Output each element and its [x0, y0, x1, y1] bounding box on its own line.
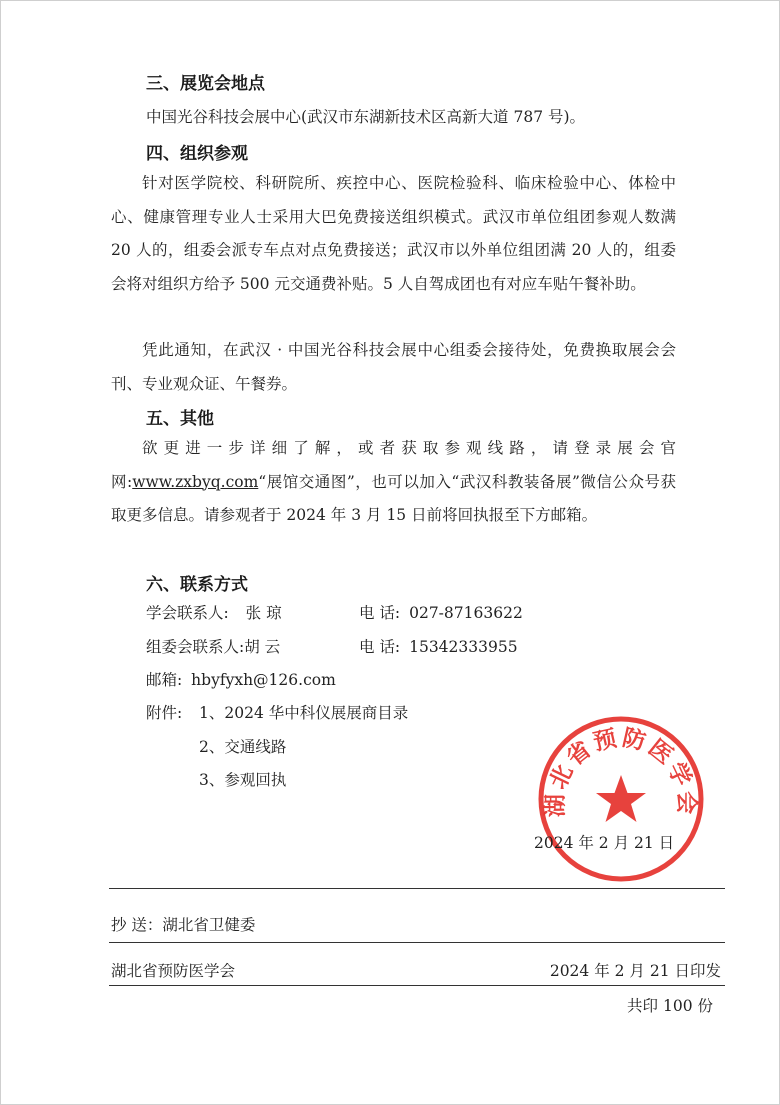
section-5-paragraph — [111, 432, 676, 533]
divider-top — [109, 888, 725, 889]
issuer-name: 湖北省预防医学会 — [111, 962, 236, 980]
attachments-label: 附件: — [146, 704, 183, 722]
attachment-item-3: 3、参观回执 — [199, 771, 287, 789]
section-5-text-b: “展馆交通图”，也可以加入“武汉科教装备展”微信公众号获取更多信息。请参观者于 2024 年 3 月 15 日前将回执报至下方邮箱。 — [111, 472, 676, 524]
section-6-heading: 六、联系方式 — [146, 575, 248, 595]
section-5-text-a: 欲更进一步详细了解，或者获取参观线路，请登录展会官网: — [111, 439, 676, 491]
contact-1-name: 张 琼 — [245, 604, 282, 622]
section-4-paragraph-1: 针对医学院校、科研院所、疾控中心、医院检验科、临床检验中心、体检中心、健康管理专业人士采用大巴免费接送组织模式。武汉市单位组团参观人数满 20 人的，组委会派专车点对点免费接送；武汉市以外单位组团满 20 人的，组委会将对组织方给予 500 元交通费补贴。5 人自驾成团也有对应车贴午餐补助。 — [111, 174, 676, 293]
section-5-heading: 五、其他 — [146, 409, 214, 429]
section-4-paragraph-2: 凭此通知，在武汉 · 中国光谷科技会展中心组委会接待处，免费换取展会会刊、专业观众证、午餐券。 — [111, 341, 676, 393]
contact-row-2 — [146, 635, 280, 657]
contact-2-label: 组委会联系人: — [146, 638, 245, 656]
contact-2-name: 胡 云 — [244, 638, 281, 656]
contact-row-1 — [146, 601, 282, 623]
cc-line: 抄 送：湖北省卫健委 — [111, 916, 256, 934]
contact-2-phone: 15342333955 — [409, 638, 518, 656]
seal-text: 湖北省预防医学会 — [542, 724, 700, 818]
section-4-heading: 四、组织参观 — [146, 144, 248, 164]
email-row — [146, 668, 336, 690]
contact-row-1-phone — [359, 601, 523, 623]
section-3-heading: 三、展览会地点 — [146, 74, 265, 94]
contact-1-phone-label: 电 话: — [359, 604, 401, 622]
signature-date: 2024 年 2 月 21 日 — [534, 834, 675, 852]
email-label: 邮箱: — [146, 671, 183, 689]
contact-2-phone-label: 电 话: — [359, 638, 401, 656]
contact-1-phone: 027-87163622 — [409, 604, 523, 622]
official-seal-stamp — [531, 707, 711, 887]
email-value[interactable]: hbyfyxh@126.com — [191, 671, 336, 689]
contact-1-label: 学会联系人: — [146, 604, 229, 622]
copies-count: 共印 100 份 — [627, 997, 713, 1015]
print-date: 2024 年 2 月 21 日印发 — [549, 962, 721, 980]
divider-bottom — [109, 985, 725, 986]
website-link[interactable]: www.zxbyq.com — [132, 472, 259, 491]
attachment-item-1: 1、2024 华中科仪展展商目录 — [199, 704, 409, 722]
contact-row-2-phone — [359, 635, 518, 657]
seal-star-icon — [596, 775, 646, 822]
divider-middle — [109, 942, 725, 943]
section-3-text: 中国光谷科技会展中心(武汉市东湖新技术区高新大道 787 号)。 — [146, 108, 586, 126]
attachment-item-2: 2、交通线路 — [199, 738, 287, 756]
